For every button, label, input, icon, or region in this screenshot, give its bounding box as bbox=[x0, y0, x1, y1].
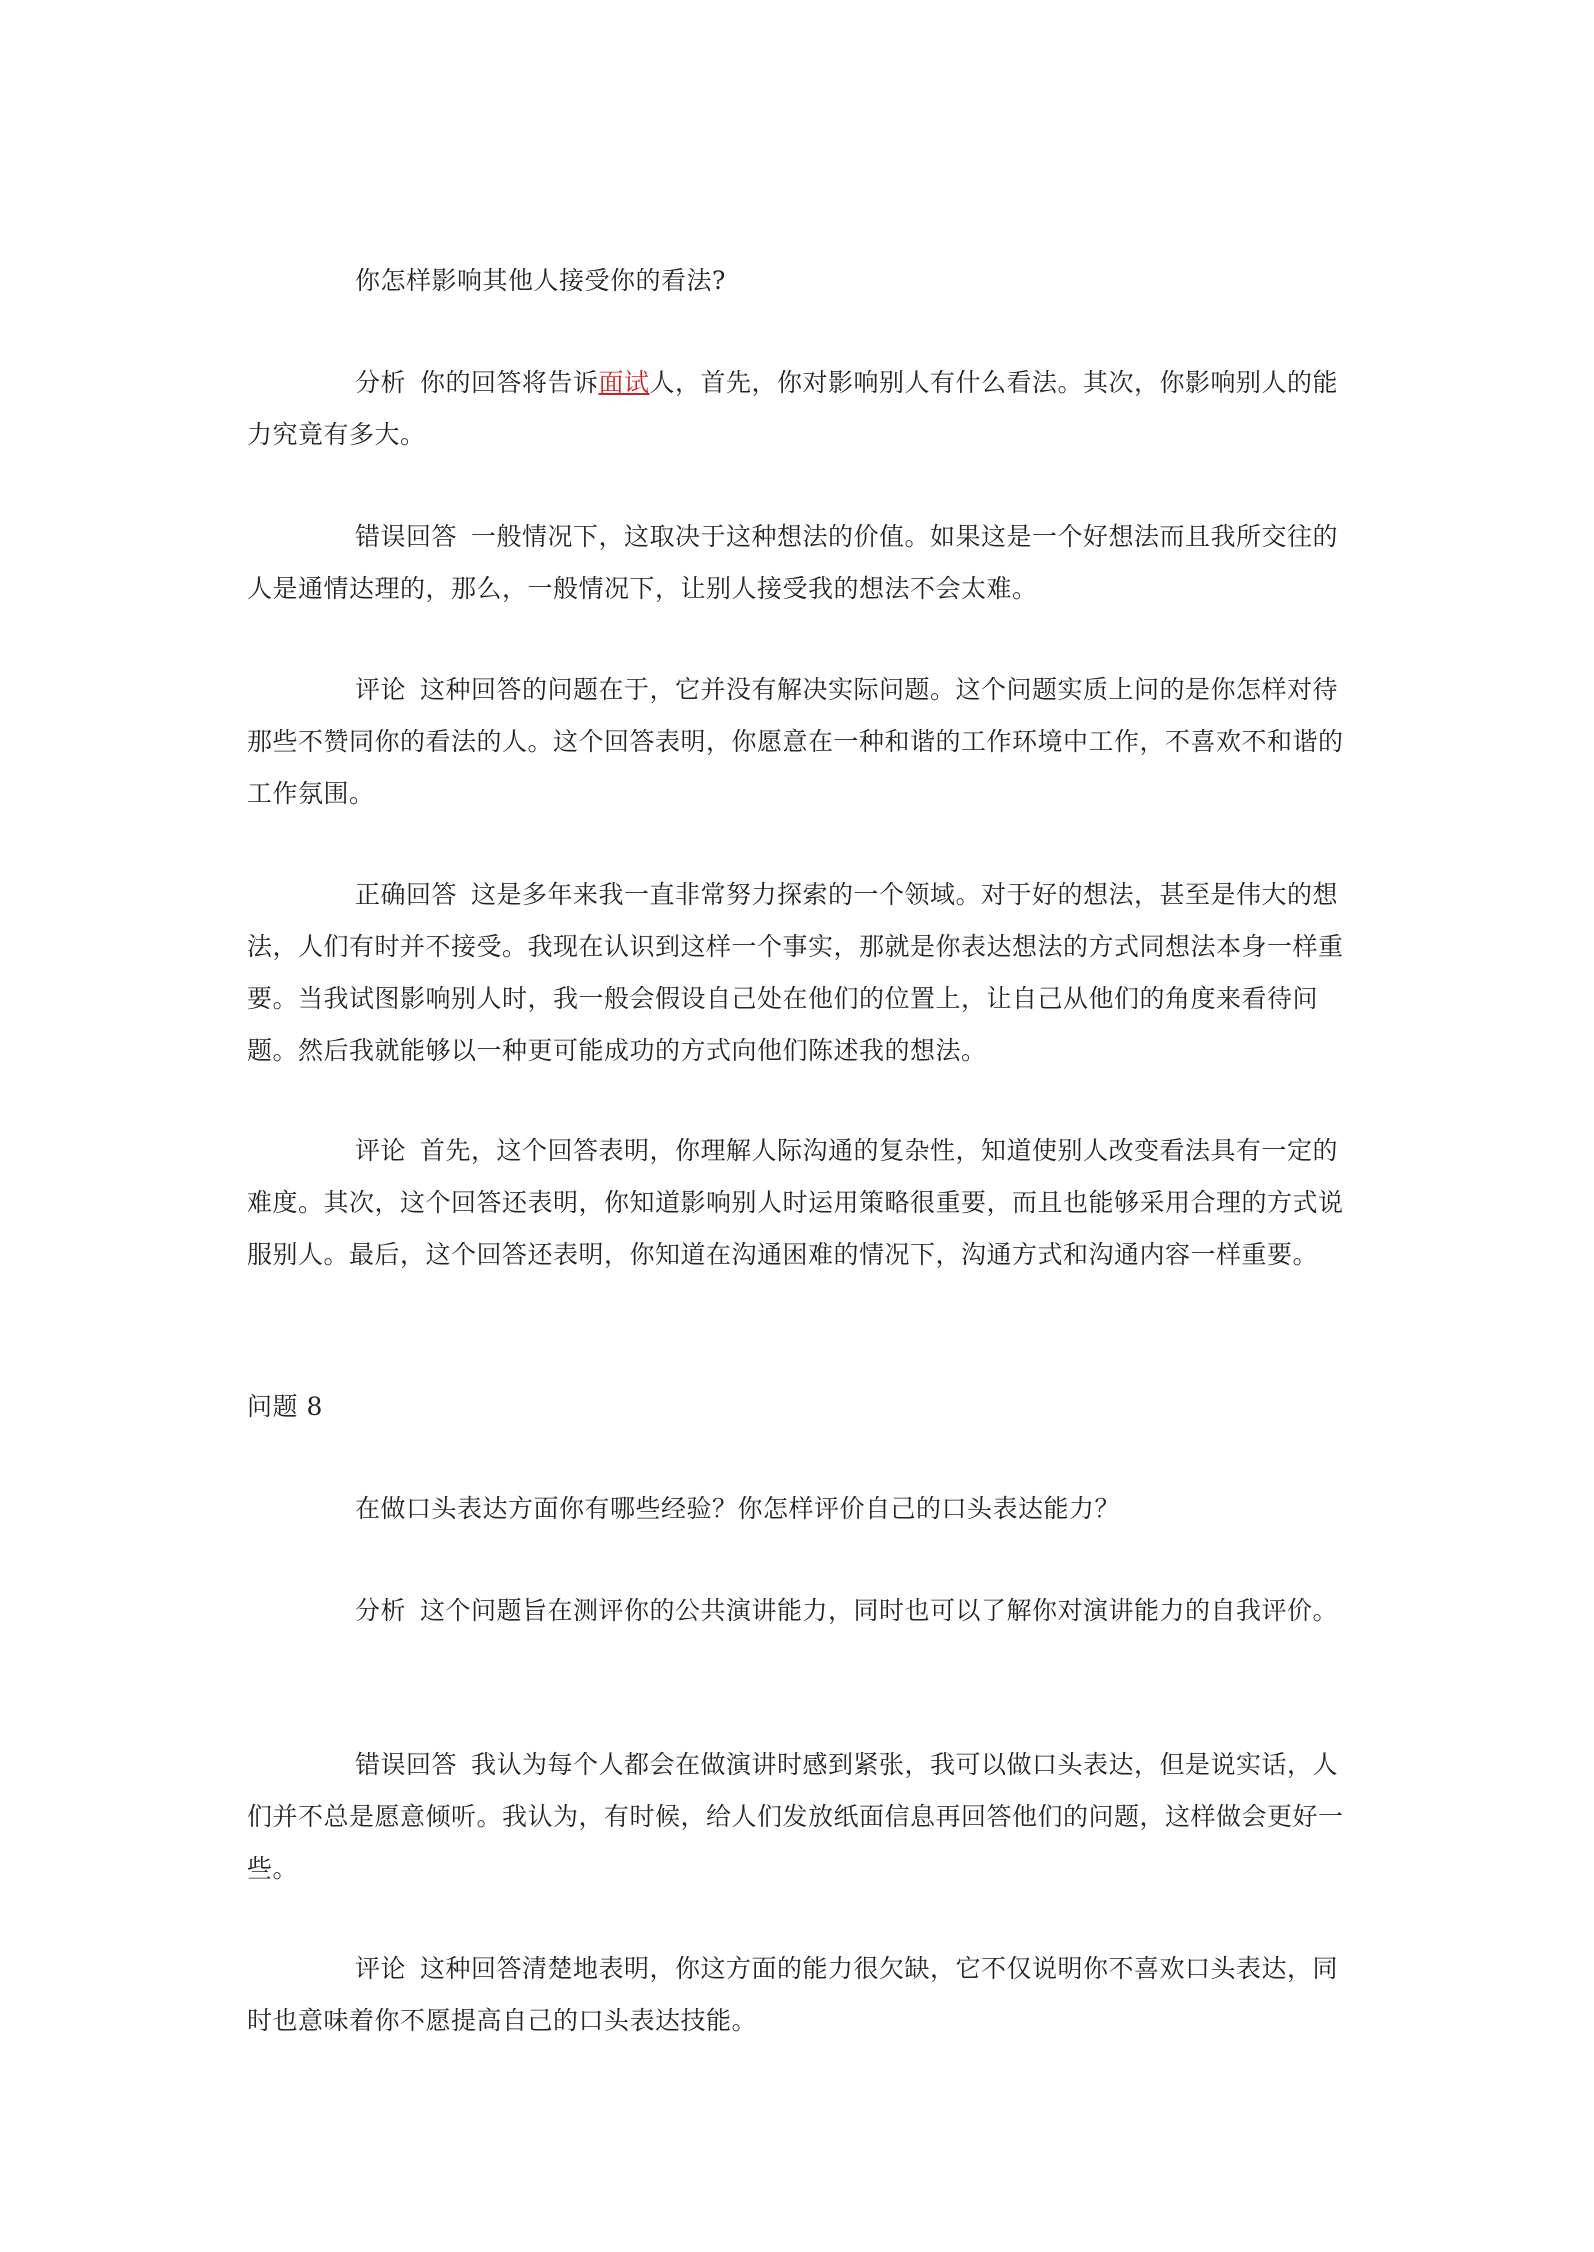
analysis-label: 分析 bbox=[355, 1596, 407, 1625]
wrong-answer-label: 错误回答 bbox=[355, 1750, 458, 1779]
comment-label: 评论 bbox=[355, 1136, 407, 1165]
analysis-paragraph: 分析 你的回答将告诉面试人，首先，你对影响别人有什么看法。其次，你影响别人的能力究竟有多大。 bbox=[247, 368, 1339, 449]
question-8-text: 在做口头表达方面你有哪些经验？你怎样评价自己的口头表达能力？ bbox=[355, 1494, 1121, 1523]
correct-answer-paragraph: 正确回答 这是多年来我一直非常努力探索的一个领域。对于好的想法，甚至是伟大的想法，人们有时并不接受。我现在认识到这样一个事实，那就是你表达想法的方式同想法本身一样重要。当我试图影响别人时，我一般会假设自己处在他们的位置上，让自己从他们的角度来看待问题。然后我就能够以一种更可能成功的方式向他们陈述我的想法。 bbox=[247, 880, 1344, 1065]
interview-link[interactable]: 面试 bbox=[598, 368, 650, 397]
wrong-comment-paragraph: 评论 这种回答的问题在于，它并没有解决实际问题。这个问题实质上问的是你怎样对待那些不赞同你的看法的人。这个回答表明，你愿意在一种和谐的工作环境中工作，不喜欢不和谐的工作氛围。 bbox=[247, 675, 1344, 808]
question-8-heading: 问题 8 bbox=[247, 1392, 323, 1421]
comment-label: 评论 bbox=[355, 675, 407, 704]
analysis-label: 分析 bbox=[355, 368, 407, 397]
question-7-text: 你怎样影响其他人接受你的看法? bbox=[355, 266, 726, 295]
analysis-paragraph: 分析 这个问题旨在测评你的公共演讲能力，同时也可以了解你对演讲能力的自我评价。 bbox=[355, 1596, 1339, 1625]
wrong-answer-paragraph: 错误回答 一般情况下，这取决于这种想法的价值。如果这是一个好想法而且我所交往的人是通情达理的，那么，一般情况下，让别人接受我的想法不会太难。 bbox=[247, 522, 1339, 603]
correct-comment-paragraph: 评论 首先，这个回答表明，你理解人际沟通的复杂性，知道使别人改变看法具有一定的难度。其次，这个回答还表明，你知道影响别人时运用策略很重要，而且也能够采用合理的方式说服别人。最后，这个回答还表明，你知道在沟通困难的情况下，沟通方式和沟通内容一样重要。 bbox=[247, 1136, 1344, 1269]
correct-answer-label: 正确回答 bbox=[355, 880, 458, 909]
wrong-answer-label: 错误回答 bbox=[355, 522, 458, 551]
wrong-answer-paragraph: 错误回答 我认为每个人都会在做演讲时感到紧张，我可以做口头表达，但是说实话，人们并不总是愿意倾听。我认为，有时候，给人们发放纸面信息再回答他们的问题，这样做会更好一些。 bbox=[247, 1750, 1344, 1883]
wrong-comment-paragraph: 评论 这种回答清楚地表明，你这方面的能力很欠缺，它不仅说明你不喜欢口头表达，同时也意味着你不愿提高自己的口头表达技能。 bbox=[247, 1954, 1339, 2035]
comment-label: 评论 bbox=[355, 1954, 407, 1983]
